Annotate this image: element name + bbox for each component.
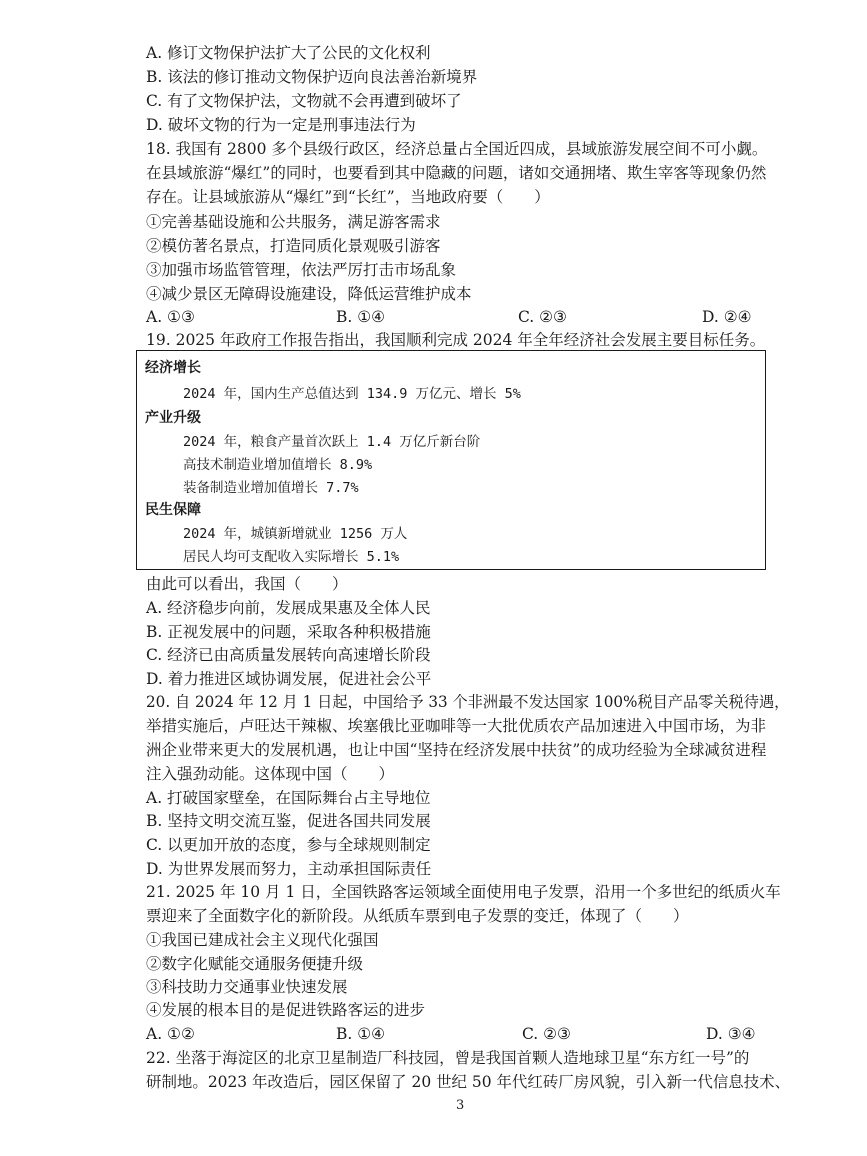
q18-stem-line: 在县域旅游“爆红”的同时，也要看到其中隐藏的问题，诸如交通拥堵、欺生宰客等现象仍然 bbox=[146, 164, 767, 182]
q17-option-a: A. 修订文物保护法扩大了公民的文化权利 bbox=[146, 44, 431, 62]
q20-stem-line: 注入强劲动能。这体现中国（ ） bbox=[146, 765, 395, 783]
q22-stem-line: 研制地。2023 年改造后，园区保留了 20 世纪 50 年代红砖厂房风貌，引入新一代信息技术、 bbox=[146, 1073, 791, 1091]
q19-option-b: B. 正视发展中的问题，采取各种积极措施 bbox=[146, 623, 431, 641]
q18-item: ①完善基础设施和公共服务，满足游客需求 bbox=[146, 213, 441, 231]
q18-item: ③加强市场监管管理，依法严厉打击市场乱象 bbox=[146, 261, 457, 279]
q21-item: ①我国已建成社会主义现代化强国 bbox=[146, 931, 379, 949]
box-heading-industry: 产业升级 bbox=[145, 410, 201, 426]
q18-choice-d: D. ②④ bbox=[702, 308, 752, 326]
q20-stem-line: 举措实施后，卢旺达干辣椒、埃塞俄比亚咖啡等一大批优质农产品加速进入中国市场，为非 bbox=[146, 717, 767, 735]
q17-option-b: B. 该法的修订推动文物保护迈向良法善治新境界 bbox=[146, 68, 478, 86]
q18-stem-line: 存在。让县域旅游从“爆红”到“长红”，当地政府要（ ） bbox=[146, 188, 550, 206]
q17-option-c: C. 有了文物保护法，文物就不会再遭到破坏了 bbox=[146, 92, 462, 110]
q21-choice-b: B. ①④ bbox=[336, 1025, 386, 1043]
box-heading-growth: 经济增长 bbox=[145, 360, 201, 376]
box-line: 2024 年，城镇新增就业 1256 万人 bbox=[183, 526, 408, 542]
box-line: 2024 年，国内生产总值达到 134.9 万亿元、增长 5% bbox=[183, 386, 521, 402]
box-line: 高技术制造业增加值增长 8.9% bbox=[183, 457, 373, 473]
q19-option-c: C. 经济已由高质量发展转向高速增长阶段 bbox=[146, 646, 431, 664]
box-line: 2024 年，粮食产量首次跃上 1.4 万亿斤新台阶 bbox=[183, 434, 481, 450]
q20-stem-line: 20. 自 2024 年 12 月 1 日起，中国给予 33 个非洲最不发达国家 100%税目产品零关税待遇， bbox=[146, 693, 790, 711]
box-line: 居民人均可支配收入实际增长 5.1% bbox=[183, 549, 400, 565]
q20-option-b: B. 坚持文明交流互鉴，促进各国共同发展 bbox=[146, 812, 431, 830]
q21-choice-c: C. ②③ bbox=[522, 1025, 571, 1043]
q19-data-box bbox=[136, 350, 766, 570]
q21-stem-line: 票迎来了全面数字化的新阶段。从纸质车票到电子发票的变迁，体现了（ ） bbox=[146, 907, 689, 925]
q18-stem-line: 18. 我国有 2800 多个县级行政区，经济总量占全国近四成，县域旅游发展空间不可小觑。 bbox=[146, 140, 768, 158]
q21-item: ②数字化赋能交通服务便捷升级 bbox=[146, 955, 364, 973]
box-line: 装备制造业增加值增长 7.7% bbox=[183, 480, 359, 496]
q19-stem: 19. 2025 年政府工作报告指出，我国顺利完成 2024 年全年经济社会发展主要目标任务。 bbox=[146, 331, 766, 349]
q18-item: ②模仿著名景点，打造同质化景观吸引游客 bbox=[146, 237, 441, 255]
q18-choice-b: B. ①④ bbox=[336, 308, 386, 326]
q18-item: ④减少景区无障碍设施建设，降低运营维护成本 bbox=[146, 285, 472, 303]
q21-stem-line: 21. 2025 年 10 月 1 日，全国铁路客运领域全面使用电子发票，沿用一个多世纪的纸质火车 bbox=[146, 883, 781, 901]
q21-choice-a: A. ①② bbox=[146, 1025, 195, 1043]
q21-item: ④发展的根本目的是促进铁路客运的进步 bbox=[146, 1001, 426, 1019]
q20-option-c: C. 以更加开放的态度，参与全球规则制定 bbox=[146, 836, 431, 854]
q21-choices bbox=[146, 1024, 766, 1044]
q20-option-d: D. 为世界发展而努力，主动承担国际责任 bbox=[146, 860, 432, 878]
q18-choice-c: C. ②③ bbox=[518, 308, 567, 326]
page-number: 3 bbox=[456, 1098, 465, 1113]
q18-choices bbox=[146, 307, 766, 327]
q17-option-d: D. 破坏文物的行为一定是刑事违法行为 bbox=[146, 116, 416, 134]
q20-stem-line: 洲企业带来更大的发展机遇，也让中国“坚持在经济发展中扶贫”的成功经验为全球减贫进程 bbox=[146, 741, 767, 759]
q20-option-a: A. 打破国家壁垒，在国际舞台占主导地位 bbox=[146, 789, 431, 807]
q19-option-d: D. 着力推进区域协调发展，促进社会公平 bbox=[146, 670, 432, 688]
q21-item: ③科技助力交通事业快速发展 bbox=[146, 978, 348, 996]
q19-option-a: A. 经济稳步向前，发展成果惠及全体人民 bbox=[146, 599, 431, 617]
q19-question: 由此可以看出，我国（ ） bbox=[146, 575, 348, 593]
q21-choice-d: D. ③④ bbox=[706, 1025, 756, 1043]
q22-stem-line: 22. 坐落于海淀区的北京卫星制造厂科技园，曾是我国首颗人造地球卫星“东方红一号”的 bbox=[146, 1049, 750, 1067]
box-heading-livelihood: 民生保障 bbox=[145, 502, 201, 518]
q18-choice-a: A. ①③ bbox=[146, 308, 195, 326]
